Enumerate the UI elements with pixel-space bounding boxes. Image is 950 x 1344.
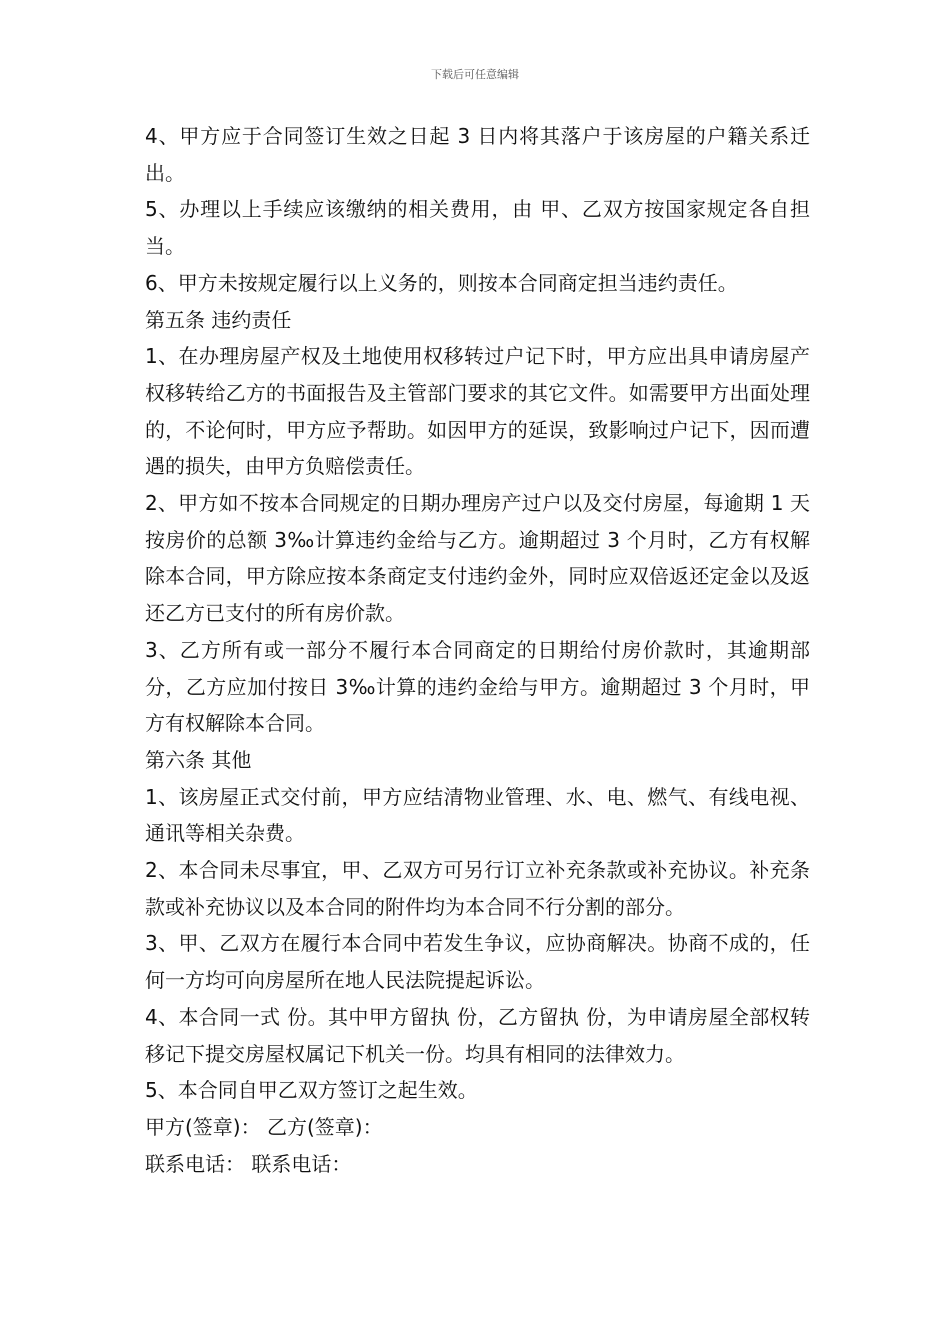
- contact-phone-line: 联系电话： 联系电话：: [145, 1151, 352, 1176]
- article-6-item-5: 5、本合同自甲乙双方签订之起生效。: [145, 1078, 478, 1103]
- article-6-item-2: 2、本合同未尽事宜，甲、乙双方可另行订立补充条款或补充协议。补充条款或补充协议以及本合同的附件均为本合同不行分割的部分。: [145, 858, 810, 919]
- clause-6-breach-obligations: 6、甲方未按规定履行以上义务的，则按本合同商定担当违约责任。: [145, 270, 738, 295]
- section-title-article-6: 第六条 其他: [145, 747, 252, 772]
- article-5-item-3: 3、乙方所有或一部分不履行本合同商定的日期给付房价款时，其逾期部分，乙方应加付按日 3‰计算的违约金给与甲方。逾期超过 3 个月时，甲方有权解除本合同。: [145, 637, 810, 736]
- article-5-item-1: 1、在办理房屋产权及土地使用权移转过户记下时，甲方应出具申请房屋产权移转给乙方的书面报告及主管部门要求的其它文件。如需要甲方出面处理的，不论何时，甲方应予帮助。如因甲方的延误，致影响过户记下，因而遭遇的损失，由甲方负赔偿责任。: [145, 344, 810, 479]
- signature-line: 甲方(签章)： 乙方(签章)：: [145, 1114, 383, 1139]
- page-header: 下载后可任意编辑: [431, 68, 519, 81]
- article-6-item-4: 4、本合同一式 份。其中甲方留执 份，乙方留执 份，为申请房屋全部权转移记下提交房屋权属记下机关一份。均具有相同的法律效力。: [145, 1004, 810, 1066]
- article-6-item-3: 3、甲、乙双方在履行本合同中若发生争议，应协商解决。协商不成的，任何一方均可向房屋所在地人民法院提起诉讼。: [145, 931, 810, 993]
- article-5-item-2: 2、甲方如不按本合同规定的日期办理房产过户以及交付房屋，每逾期 1 天按房价的总额 3‰计算违约金给与乙方。逾期超过 3 个月时，乙方有权解除本合同，甲方除应按本条商定支付违约金外，同时应双倍返还定金以及返还乙方已支付的所有房价款。: [145, 491, 810, 626]
- contract-body: [145, 118, 810, 1182]
- clause-5-fees: 5、办理以上手续应该缴纳的相关费用，由 甲、乙双方按国家规定各自担当。: [145, 197, 810, 259]
- article-6-item-1: 1、该房屋正式交付前，甲方应结清物业管理、水、电、燃气、有线电视、通讯等相关杂费。: [145, 784, 810, 846]
- clause-4-household-registration: 4、甲方应于合同签订生效之日起 3 日内将其落户于该房屋的户籍关系迁出。: [145, 124, 810, 185]
- section-title-article-5: 第五条 违约责任: [145, 307, 292, 332]
